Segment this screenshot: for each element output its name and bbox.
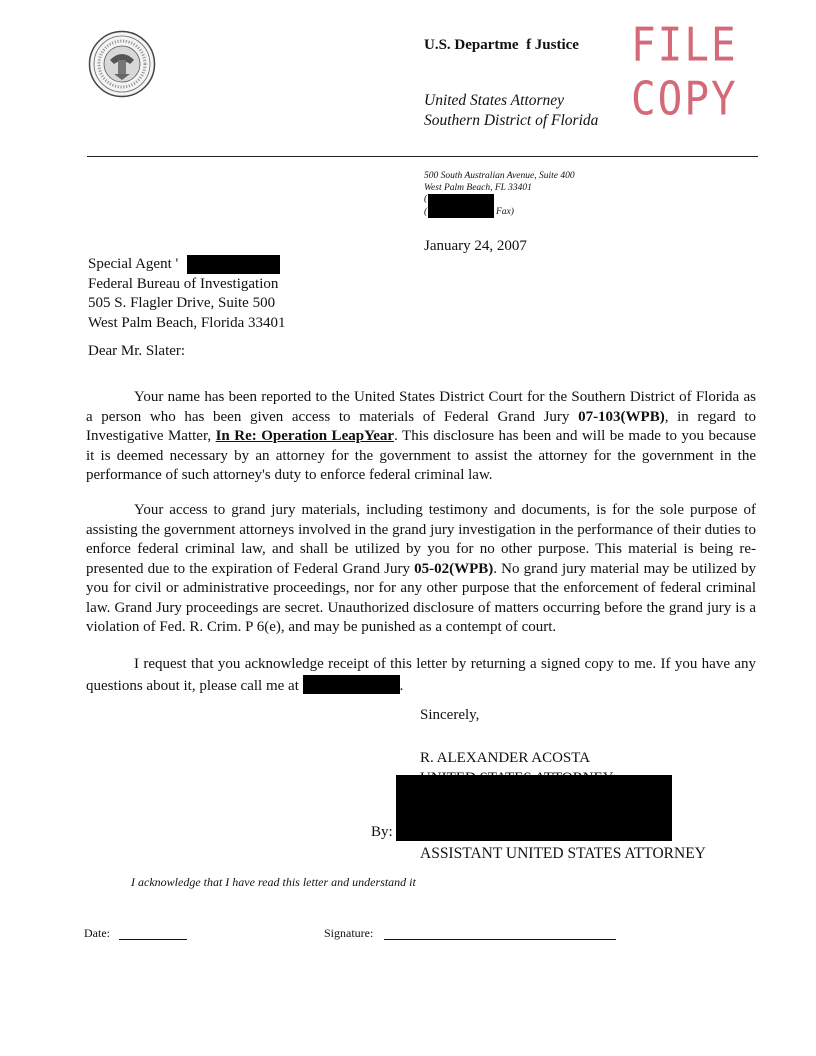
address-line-1: 500 South Australian Avenue, Suite 400 <box>424 171 575 181</box>
prior-grand-jury-number: 05-02(WPB) <box>414 560 494 577</box>
acknowledgment-statement: I acknowledge that I have read this letter and understand it <box>131 875 416 889</box>
by-label: By: <box>371 824 393 840</box>
department-name: U.S. Departme f Justice <box>424 37 579 53</box>
office-line-1: United States Attorney <box>424 92 565 109</box>
redacted-phone-numbers <box>428 194 494 218</box>
paragraph-2: Your access to grand jury materials, including testimony and documents, is for the sole purpose of assisting the government attorneys involved in the grand jury investigation in the performance of their duties to enforce federal criminal law, and shall be utilized by you for no other purpose. This material is being re-presented due to the expiration of Federal Grand Jury 05-02(WPB). No grand jury material may be utilized by you for civil or administrative proceedings, nor for any other purpose that the enforcement of federal criminal law. Grand Jury proceedings are secret. Unauthorized disclosure of matters occurring before the grand jury is a violation of Fed. R. Crim. P 6(e), and may be punished as a contempt of court. <box>86 502 756 635</box>
signer-title-partial <box>420 767 614 775</box>
letterhead-divider <box>87 156 758 157</box>
redacted-phone <box>303 675 400 694</box>
letter-date: January 24, 2007 <box>424 238 527 254</box>
date-label: Date: <box>84 926 110 940</box>
grand-jury-number: 07-103(WPB) <box>578 408 665 425</box>
recipient-city: West Palm Beach, Florida 33401 <box>88 314 286 331</box>
paragraph-1: Your name has been reported to the United States District Court for the Southern District of Florida as a person who has been given access to materials of Federal Grand Jury 07-103(WPB), in regard to Investigative Matter, In Re: Operation LeapYear. This disclosure has been and will be made to you because it is deemed necessary by an attorney for the government to assist the attorney for the government in the performance of such attorney's duty to enforce federal criminal law. <box>86 389 757 483</box>
sincerely: Sincerely, <box>420 707 480 723</box>
phone-prefix: ( <box>424 194 428 204</box>
signer-name: R. ALEXANDER ACOSTA <box>420 750 591 766</box>
office-address <box>424 170 575 194</box>
file-copy-stamp: FILE COPY <box>631 18 738 126</box>
assistant-title: ASSISTANT UNITED STATES ATTORNEY <box>420 845 706 862</box>
signature-line[interactable] <box>384 926 616 940</box>
address-line-2: West Palm Beach, FL 33401 <box>424 183 532 193</box>
recipient-street: 505 S. Flagler Drive, Suite 500 <box>88 295 276 311</box>
office-block <box>424 91 598 131</box>
redacted-signature-block <box>396 775 672 841</box>
fax-suffix: Fax) <box>496 207 514 217</box>
date-line[interactable] <box>119 926 187 940</box>
investigative-matter: In Re: Operation LeapYear <box>215 428 395 444</box>
redacted-agent-name <box>187 255 280 274</box>
fax-prefix: ( <box>424 207 428 217</box>
signature-label: Signature: <box>324 926 374 940</box>
office-line-2: Southern District of Florida <box>424 112 599 129</box>
doj-seal-icon <box>88 30 156 98</box>
recipient-title: Special Agent ' <box>88 256 179 272</box>
paragraph-3: I request that you acknowledge receipt of this letter by returning a signed copy to me. If you have any questions about it, please call me at . <box>86 656 756 694</box>
recipient-org: Federal Bureau of Investigation <box>88 275 279 292</box>
salutation: Dear Mr. Slater: <box>88 343 186 359</box>
